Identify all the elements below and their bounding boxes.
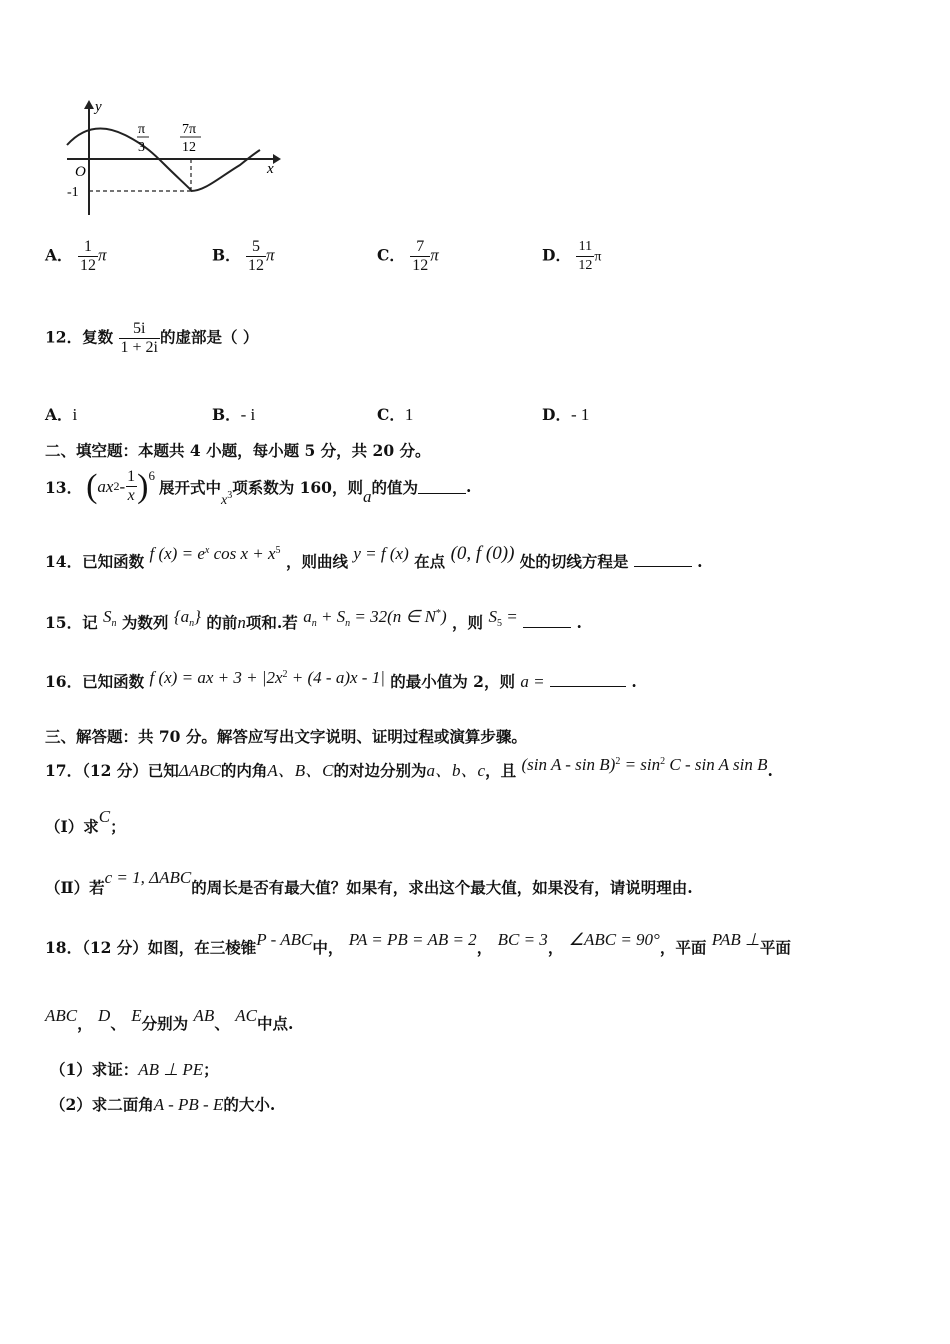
section-solution-heading: 三、解答题：共 70 分。解答应写出文字说明、证明过程或演算步骤。 [45,727,527,746]
q12-option-d[interactable]: D．- 1 [542,405,590,424]
q14-answer-blank[interactable] [634,552,692,567]
q18-part1: （1）求证：AB ⊥ PE； [50,1060,219,1079]
label-x: x [267,161,274,177]
q17-part2: （Ⅱ）若c = 1, ΔABC的周长是否有最大值？如果有，求出这个最大值，如果没有，请说明理由. [45,868,693,897]
q11-option-b[interactable]: B． $\frac{5}{12}$ π [212,238,275,274]
q12-option-a[interactable]: A．i [45,405,78,424]
q11-d-frac: $\frac{11}{12}$ [578,239,593,273]
x-axis-arrow [273,154,281,164]
label-neg1: -1 [67,185,79,200]
q18-line2: ABC， D、 E分别为 AB、 AC中点. [45,1006,294,1033]
q12-option-b[interactable]: B．- i [212,405,256,424]
q11-c-frac: $\frac{7}{12}$ [412,238,429,274]
q12-stem: 12．复数 $\frac{5i}{1 + 2i}$ 的虚部是（ ） [45,320,259,356]
q18-part2: （2）求二面角A - PB - E的大小. [50,1095,276,1114]
q16-answer-blank[interactable] [550,672,626,687]
sine-graph-svg [45,95,285,220]
q12-option-c[interactable]: C．1 [377,405,414,424]
q11-option-d[interactable]: D． $\frac{11}{12}$ π [542,239,602,273]
q11-option-c[interactable]: C． $\frac{7}{12}$ π [377,238,439,274]
q13-binomial: ( ax 2 - $\frac{1}{x}$ ) $^6$ [86,467,155,505]
tick1-num: π [138,122,146,137]
section-fill-in-heading: 二、填空题：本题共 4 小题，每小题 5 分，共 20 分。 [45,441,431,460]
tick1-den: 3 [138,140,145,155]
q11-option-a[interactable]: A． $\frac{1}{12}$ π [45,238,107,274]
tick2-den: 12 [182,140,196,155]
q11-a-frac: $\frac{1}{12}$ [79,238,96,274]
q15-answer-blank[interactable] [523,613,571,628]
q17: 17．（12 分）已知ΔABC的内角A、B、C的对边分别为a、b、c，且 (sin $A - \sin B)^2 = \sin^2 C - \sin A$ sin B. [45,755,773,780]
q17-part1: （Ⅰ）求C； [45,807,126,836]
y-axis-arrow [84,100,94,109]
label-origin: O [75,164,86,180]
tick2-num: 7π [182,122,197,137]
q14: 14．已知函数 f $(x) = e^x$ $\cos x + x^5$ ，则曲线 y = f (x) 在点 (0, f (0)) 处的切线方程是 . [45,543,703,571]
q11-b-frac: $\frac{5}{12}$ [248,238,265,274]
sine-graph-figure [45,95,285,220]
label-y: y [95,99,102,115]
q13-answer-blank[interactable] [418,479,466,494]
q12-frac: $\frac{5i}{1 + 2i}$ [120,320,158,356]
q18: 18．（12 分）如图，在三棱锥P - ABC中， PA = PB = AB = 2， BC = 3， ∠ABC = 90°，平面 PAB ⊥平面 [45,930,791,957]
q16: 16．已知函数 f (x) = ax + $3 + |2x^2 + (4 - a)x - 1|$ 的最小值为 2，则 a = . [45,668,637,691]
q13: 13． ( ax 2 - $\frac{1}{x}$ ) $^6$ 展开式中 $x^3$ 项系数为 160，则 a 的值为 . [45,467,472,508]
q15: 15．记 $S_n$ 为数列 $\{a_n\}$ 的前n项和.若 $a_n + S_n = 32(n$ ∈ N*) ，则 $S_5$ = . [45,607,582,632]
